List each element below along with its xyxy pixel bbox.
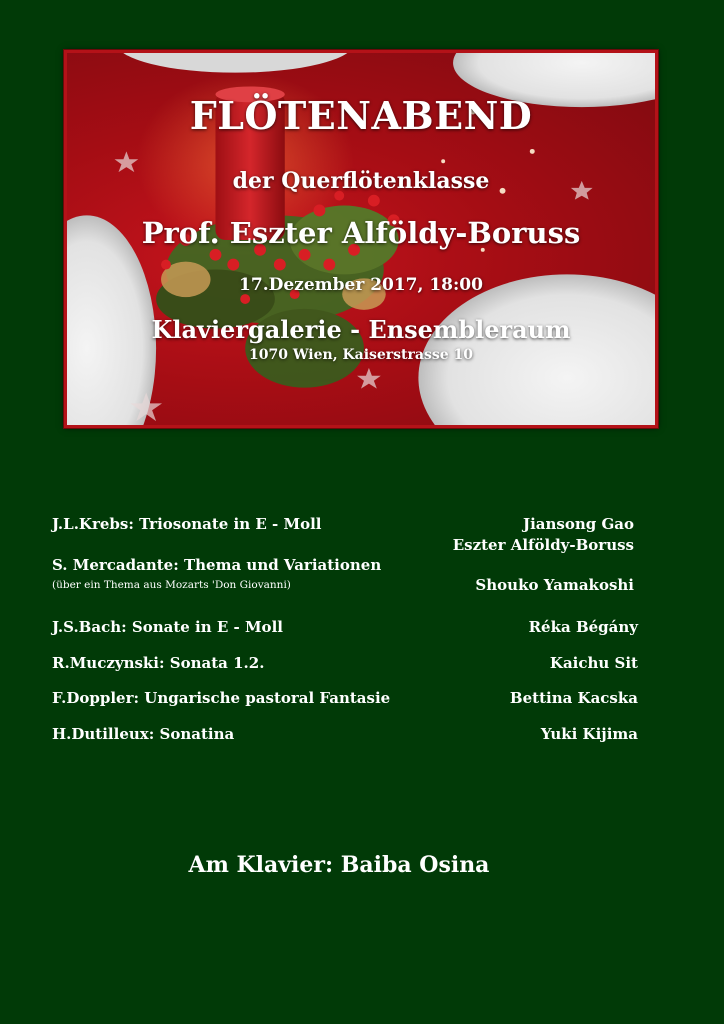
program-work: R.Muczynski: Sonata 1.2. [52, 654, 265, 672]
event-subtitle: der Querflötenklasse [232, 168, 490, 194]
program-performer: Jiansong Gao [522, 515, 634, 533]
program-work: F.Doppler: Ungarische pastoral Fantasie [52, 689, 391, 707]
program-work: J.L.Krebs: Triosonate in E - Moll [52, 515, 322, 533]
program-performer: Kaichu Sit [549, 654, 638, 672]
event-address: 1070 Wien, Kaiserstrasse 10 [248, 347, 473, 363]
program-performer: Shouko Yamakoshi [475, 576, 634, 594]
program-work: S. Mercadante: Thema und Variationen [52, 556, 382, 574]
program-work: H.Dutilleux: Sonatina [52, 725, 235, 743]
teacher-name: Prof. Eszter Alföldy-Boruss [141, 216, 581, 250]
program-performer: Eszter Alföldy-Boruss [452, 536, 634, 554]
program-performer: Bettina Kacska [509, 689, 638, 707]
header-banner [64, 50, 658, 428]
program-note: (über ein Thema aus Mozarts 'Don Giovanni) [52, 579, 291, 591]
program-work: J.S.Bach: Sonate in E - Moll [52, 618, 283, 636]
program-performer: Yuki Kijima [540, 725, 638, 743]
event-datetime: 17.Dezember 2017, 18:00 [239, 275, 483, 295]
pianist-credit: Am Klavier: Baiba Osina [188, 852, 490, 878]
event-venue: Klaviergalerie - Ensembleraum [151, 315, 571, 344]
event-title: FLÖTENABEND [189, 93, 533, 138]
program-performer: Réka Bégány [528, 618, 638, 636]
